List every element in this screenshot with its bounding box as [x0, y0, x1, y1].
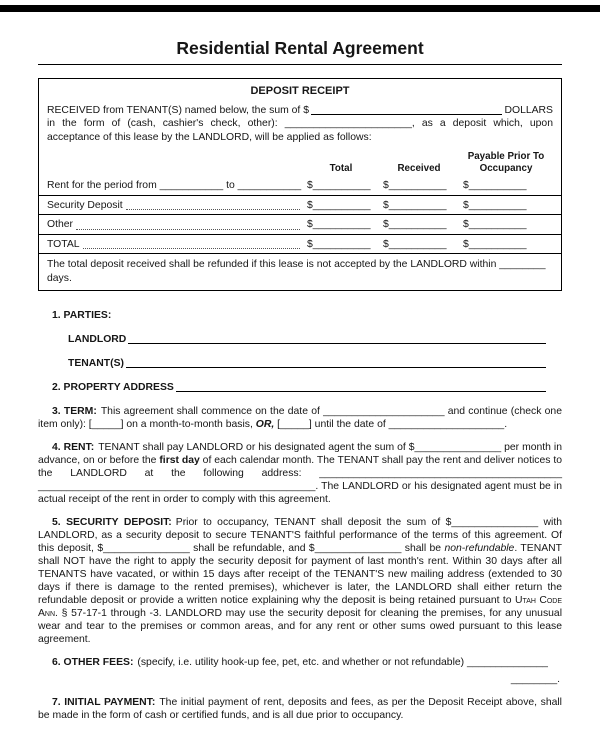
section-parties [38, 309, 562, 322]
section-term-label: 3. TERM: [52, 406, 97, 417]
document-page [0, 12, 600, 722]
received-text: RECEIVED from TENANT(S) named below, the sum of $ [47, 104, 309, 116]
received-blank: $__________ [383, 180, 447, 191]
total-blank: $__________ [307, 238, 371, 250]
section-other-fees-continuation: ________. [510, 674, 560, 685]
section-initial-payment [38, 696, 562, 722]
payable-blank: $__________ [463, 238, 527, 250]
deposit-form-text: in the form of (cash, cashier's check, other): ______________________, as a deposit which, upon acceptance of this lease by the LANDLORD, will be applied as follows: [47, 118, 553, 143]
document-title: Residential Rental Agreement [176, 38, 424, 58]
top-border-bar [0, 5, 600, 12]
received-blank: $__________ [383, 219, 447, 230]
sum-blank-line [311, 113, 503, 115]
payable-blank: $__________ [463, 199, 527, 211]
column-header-received: Received [397, 162, 441, 174]
received-blank: $__________ [383, 199, 447, 211]
row-description [47, 218, 303, 232]
section-other-fees-body: (specify, i.e. utility hook-up fee, pet, etc. and whether or not refundable) ______________ [137, 657, 548, 668]
section-rent [38, 441, 562, 506]
row-description [47, 238, 303, 252]
row-label: TOTAL [47, 238, 80, 250]
deposit-table-header [39, 148, 561, 176]
tenants-blank-line [126, 366, 546, 368]
section-security-label: 5. SECURITY DEPOSIT: [52, 517, 172, 528]
refund-note: The total deposit received shall be refunded if this lease is not accepted by the LANDLORD within ________ days. [47, 259, 546, 284]
section-rent-body: TENANT shall pay LANDLORD or his designated agent the sum of $_______________ per month in advance, on or before the first day of each calendar month. The TENANT shall pay the rent and deliver notices to the LANDLORD at the following address: __________________________________________ ________________________________________________. The LANDLORD or his designated agent must be in actual receipt of the rent in order to comply with this agreement. [38, 442, 563, 505]
table-row-other [39, 215, 561, 235]
section-term-body: This agreement shall commence on the date of _____________________ and continue (check one item only): [_____] on a month-to-month basis, OR, [_____] until the date of ____________________. [38, 406, 562, 430]
row-label: Security Deposit [47, 199, 123, 211]
deposit-intro [39, 104, 561, 149]
section-initial-payment-body: The initial payment of rent, deposits and fees, as per the Deposit Receipt above, shall be made in the form of cash or certified funds, and is all due prior to occupancy. [38, 697, 562, 721]
total-blank: $__________ [307, 180, 371, 191]
deposit-receipt-heading: DEPOSIT RECEIPT [250, 85, 350, 97]
row-label: Other [47, 219, 73, 230]
property-blank-line [176, 390, 546, 392]
row-description [47, 179, 303, 193]
received-line [47, 104, 553, 118]
section-other-fees [38, 656, 562, 669]
section-rent-label: 4. RENT: [52, 442, 95, 453]
row-label: Rent for the period from ___________ to ___________ [47, 180, 302, 191]
landlord-blank-line [128, 342, 546, 344]
column-header-total: Total [329, 162, 353, 174]
document-viewport [0, 5, 600, 722]
column-header-payable: Payable Prior To Occupancy [467, 151, 545, 174]
agreement-sections [38, 309, 562, 722]
tenants-label: TENANT(S) [68, 358, 124, 369]
deposit-receipt-section [38, 78, 562, 291]
title-rule [38, 64, 562, 65]
dot-leader [126, 209, 300, 210]
total-blank: $__________ [307, 219, 371, 230]
landlord-label: LANDLORD [68, 334, 127, 345]
section-term [38, 405, 562, 431]
dot-leader [76, 229, 300, 230]
section-initial-payment-label: 7. INITIAL PAYMENT: [52, 697, 156, 708]
payable-blank: $__________ [463, 219, 527, 230]
section-security-deposit [38, 516, 562, 646]
landlord-row [68, 333, 548, 346]
payable-blank: $__________ [463, 180, 527, 191]
property-address-row [52, 381, 548, 394]
table-row-total [39, 235, 561, 255]
table-row-rent [39, 176, 561, 196]
section-other-fees-label: 6. OTHER FEES: [52, 657, 134, 668]
table-row-security-deposit [39, 196, 561, 216]
section-property-label: 2. PROPERTY ADDRESS [52, 382, 174, 393]
section-security-body: Prior to occupancy, TENANT shall deposit the sum of $_______________ with LANDLORD, as a security deposit to secure TENANT'S faithful performance of the terms of this agreement. Of this deposit, $_______________ shall be refundable, and $_______________ shall be non-refundable. TENANT shall NOT have the right to apply the security deposit for payment of last month's rent. Within 30 days after all TENANTS have vacated, or within 15 days after receipt of the TENANT'S new mailing address (extended to 30 days if there is damage to the rented premises), whichever is later, the LANDLORD shall either return the refundable deposit or provide a written notice explaining why the deposit is being retained pursuant to Utah Code Ann. § 57-17-1 through -3. LANDLORD may use the security deposit for cleaning the premises, for any unusual wear and tear to the premises or common areas, and for any rent or other sums owed pursuant to this lease agreement. [38, 517, 563, 645]
dot-leader [83, 248, 300, 249]
dollars-label: DOLLARS [504, 104, 553, 116]
total-blank: $__________ [307, 199, 371, 211]
section-parties-label: 1. PARTIES: [52, 310, 112, 321]
tenants-row [68, 357, 548, 370]
row-description [47, 199, 303, 213]
received-blank: $__________ [383, 238, 447, 250]
